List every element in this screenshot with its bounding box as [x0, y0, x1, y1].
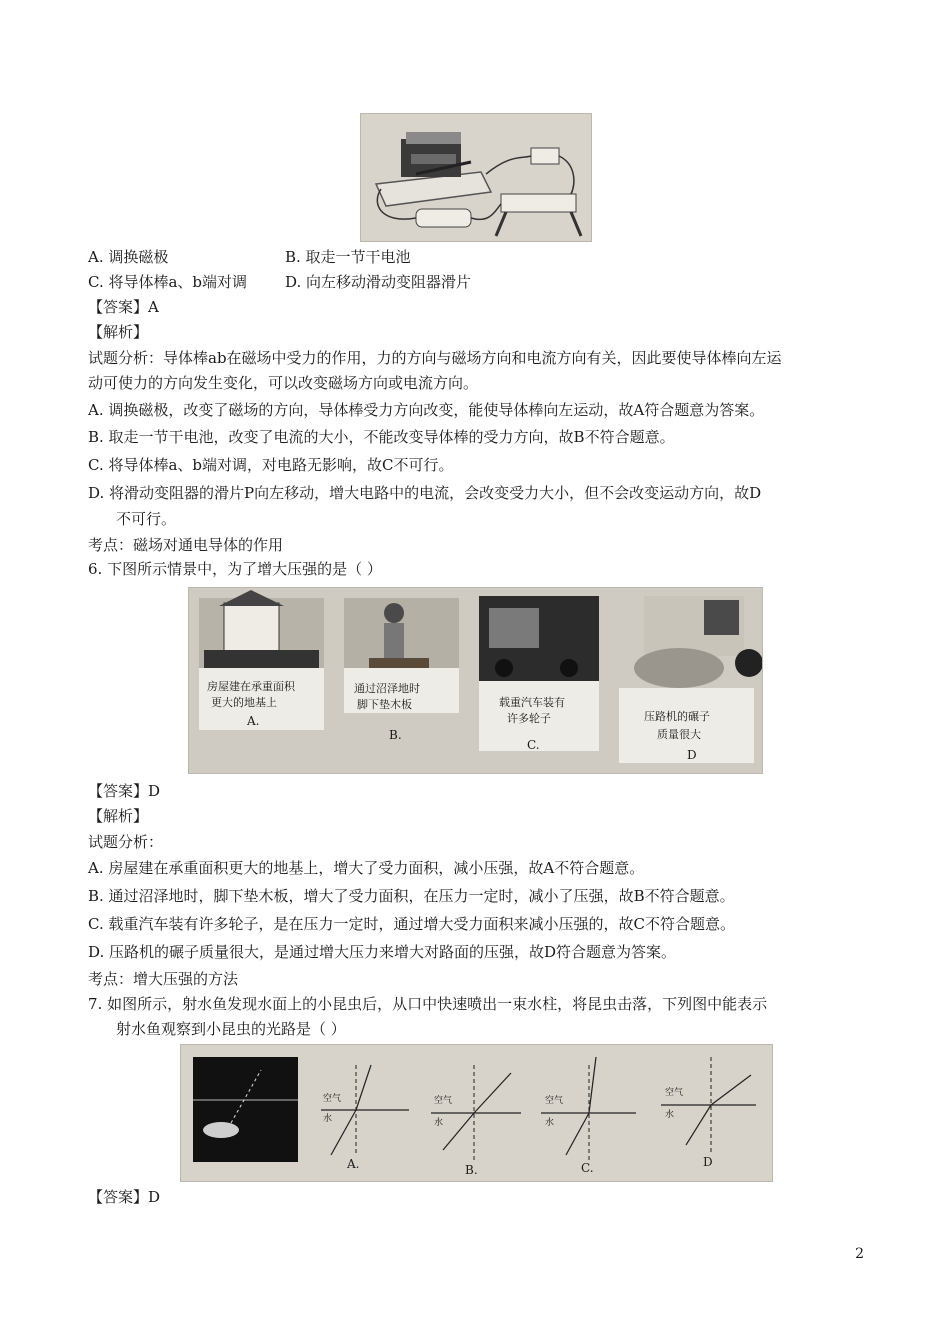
page-number: 2	[855, 1246, 864, 1262]
q5-explain-c: C. 将导体棒a、b端对调，对电路无影响，故C不可行。	[88, 456, 454, 474]
q5-answer: 【答案】A	[88, 298, 159, 316]
q7-fig-a-water: 水	[323, 1114, 333, 1124]
q7-stem-line2: 射水鱼观察到小昆虫的光路是（ ）	[116, 1020, 346, 1038]
q6-fig-c-caption1: 载重汽车装有	[499, 696, 565, 709]
q7-fig-c-letter: C.	[581, 1161, 594, 1175]
q6-fig-c-caption2: 许多轮子	[507, 712, 551, 725]
q6-stem: 6. 下图所示情景中，为了增大压强的是（ ）	[88, 560, 382, 578]
figure-pressure-scenes	[188, 587, 763, 774]
q6-explain-a: A. 房屋建在承重面积更大的地基上，增大了受力面积，减小压强，故A不符合题意。	[88, 859, 645, 877]
q6-explain-c: C. 载重汽车装有许多轮子，是在压力一定时，通过增大受力面积来减小压强的，故C不符合题意。	[88, 915, 735, 933]
q7-fig-d-air: 空气	[665, 1088, 684, 1098]
q5-analysis-line1: 试题分析：导体棒ab在磁场中受力的作用，力的方向与磁场方向和电流方向有关，因此要使导体棒向左运	[88, 349, 782, 367]
q7-answer: 【答案】D	[88, 1188, 161, 1206]
q7-fig-a-letter: A.	[347, 1157, 360, 1171]
q6-answer: 【答案】D	[88, 782, 161, 800]
q5-explain-b: B. 取走一节干电池，改变了电流的大小，不能改变导体棒的受力方向，故B不符合题意。	[88, 428, 675, 446]
q6-analysis-header: 【解析】	[88, 807, 149, 825]
q6-analysis-intro: 试题分析：	[88, 833, 164, 851]
q6-fig-a-letter: A.	[247, 714, 260, 728]
q7-fig-d-water: 水	[665, 1110, 675, 1120]
q5-option-b: B. 取走一节干电池	[285, 248, 411, 266]
q5-explain-d-cont: 不可行。	[116, 510, 177, 528]
q6-fig-a-caption2: 更大的地基上	[211, 696, 277, 709]
q7-fig-c-water: 水	[545, 1118, 555, 1128]
q6-fig-a-caption1: 房屋建在承重面积	[207, 680, 295, 693]
q6-fig-c-letter: C.	[527, 738, 540, 752]
q7-fig-b-air: 空气	[434, 1096, 453, 1106]
q6-fig-b-caption2: 脚下垫木板	[357, 698, 412, 711]
q6-fig-b-caption1: 通过沼泽地时	[354, 682, 420, 695]
q5-analysis-line2: 动可使力的方向发生变化，可以改变磁场方向或电流方向。	[88, 374, 479, 392]
q7-fig-a-air: 空气	[323, 1094, 342, 1104]
q6-fig-d-caption1: 压路机的碾子	[644, 710, 710, 723]
q5-explain-a: A. 调换磁极，改变了磁场的方向，导体棒受力方向改变，能使导体棒向左运动，故A符合题意为答案。	[88, 401, 765, 419]
q5-option-d: D. 向左移动滑动变阻器滑片	[285, 273, 472, 291]
figure-electromagnet-circuit	[360, 113, 592, 242]
q5-point: 考点：磁场对通电导体的作用	[88, 536, 284, 554]
q6-fig-b-letter: B.	[389, 728, 402, 742]
figure-light-paths	[180, 1044, 773, 1182]
q7-fig-b-letter: B.	[465, 1163, 478, 1177]
q6-explain-b: B. 通过沼泽地时，脚下垫木板，增大了受力面积，在压力一定时，减小了压强，故B不符合题意。	[88, 887, 735, 905]
q5-option-c: C. 将导体棒a、b端对调	[88, 273, 248, 291]
q7-fig-b-water: 水	[434, 1118, 444, 1128]
q6-fig-d-caption2: 质量很大	[657, 728, 701, 741]
q5-option-a: A. 调换磁极	[88, 248, 169, 266]
q5-analysis-header: 【解析】	[88, 323, 149, 341]
q7-stem-line1: 7. 如图所示，射水鱼发现水面上的小昆虫后，从口中快速喷出一束水柱，将昆虫击落，下列图中能表示	[88, 995, 768, 1013]
q7-fig-c-air: 空气	[545, 1096, 564, 1106]
q6-fig-d-letter: D	[687, 748, 697, 762]
q6-explain-d: D. 压路机的碾子质量很大，是通过增大压力来增大对路面的压强，故D符合题意为答案。	[88, 943, 677, 961]
q6-point: 考点：增大压强的方法	[88, 970, 239, 988]
q7-fig-d-letter: D	[703, 1155, 713, 1169]
q5-explain-d: D. 将滑动变阻器的滑片P向左移动，增大电路中的电流，会改变受力大小，但不会改变运动方向，故D	[88, 484, 762, 502]
